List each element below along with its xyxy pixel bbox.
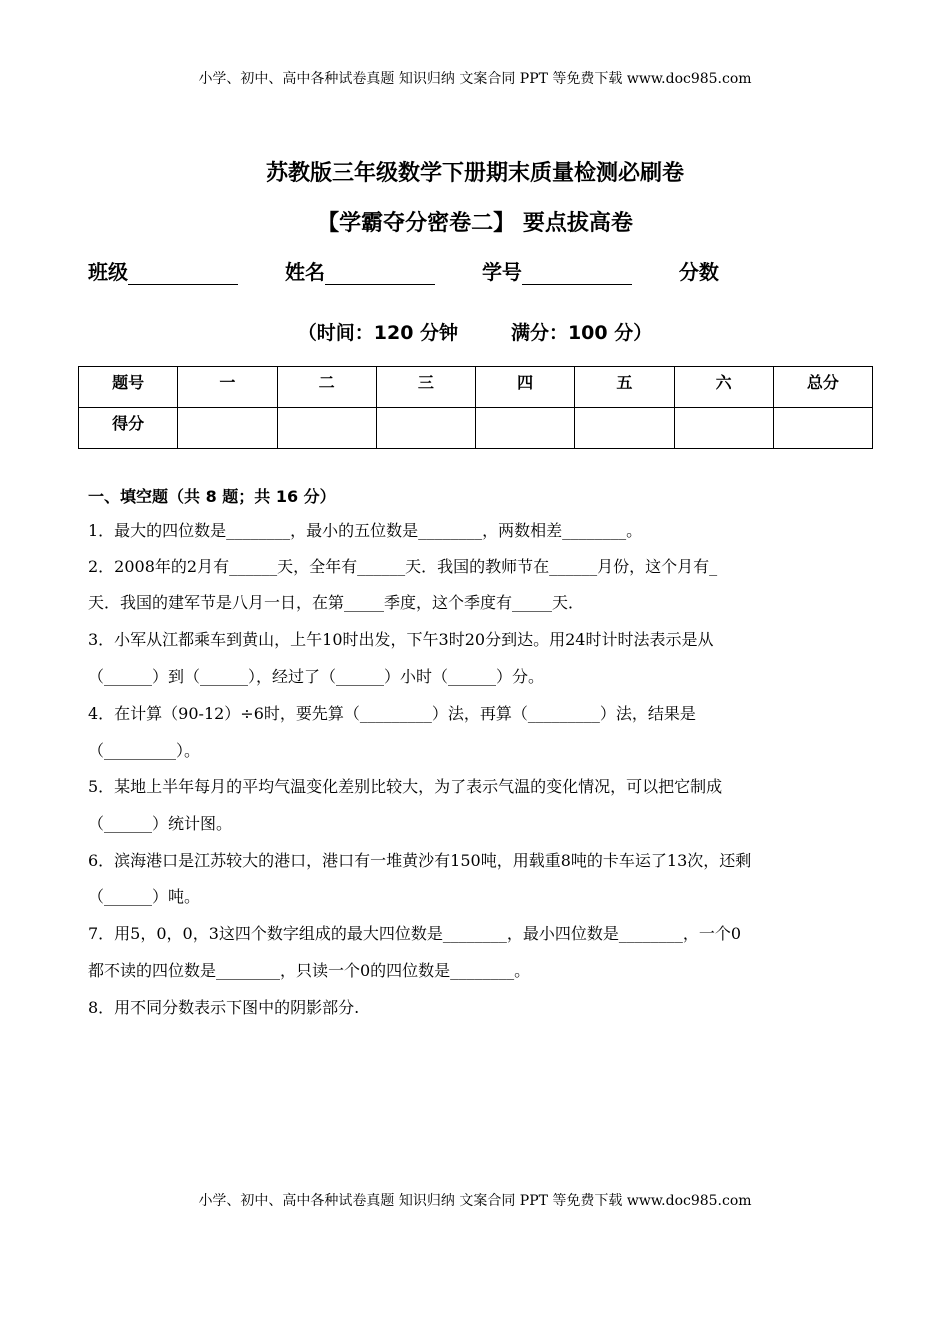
score-cell[interactable] — [476, 408, 575, 449]
question-line: （_________）。 — [88, 741, 201, 760]
score-row-label: 得分 — [79, 408, 178, 449]
question-line: 2．2008年的2月有______天，全年有______天．我国的教师节在______月份，这个月有_ — [88, 557, 718, 576]
score-table-header-cell: 五 — [575, 367, 674, 408]
score-table — [78, 366, 873, 449]
name-label: 姓名 — [284, 260, 325, 284]
score-table-header-cell: 三 — [376, 367, 475, 408]
exam-subtitle: 【学霸夺分密卷二】 要点拔高卷 — [317, 211, 633, 236]
question-line: （______）统计图。 — [88, 814, 233, 833]
question-line: 4．在计算（90-12）÷6时，要先算（_________）法，再算（_________）法，结果是 — [88, 704, 696, 723]
score-label: 分数 — [678, 260, 719, 284]
score-table-header-cell: 题号 — [79, 367, 178, 408]
id-label: 学号 — [481, 260, 522, 284]
page-header: 小学、初中、高中各种试卷真题 知识归纳 文案合同 PPT 等免费下载 www.doc985.com — [198, 71, 752, 87]
question-line: （______）吨。 — [88, 887, 201, 906]
score-table-header-row — [79, 367, 873, 408]
section-title-fill-in: 一、填空题（共 8 题；共 16 分） — [88, 487, 336, 506]
score-table-header-cell: 六 — [674, 367, 773, 408]
score-table-header-cell: 四 — [476, 367, 575, 408]
student-info-row — [88, 256, 888, 285]
score-field — [679, 256, 719, 285]
question-line: 7．用5，0，0，3这四个数字组成的最大四位数是________，最小四位数是________，一个0 — [88, 924, 742, 943]
page-footer: 小学、初中、高中各种试卷真题 知识归纳 文案合同 PPT 等免费下载 www.doc985.com — [198, 1193, 752, 1209]
time-and-score-line: （时间：120 分钟 满分：100 分） — [297, 322, 653, 344]
score-cell[interactable] — [178, 408, 277, 449]
score-cell[interactable] — [277, 408, 376, 449]
question-line: 3．小军从江都乘车到黄山，上午10时出发，下午3时20分到达。用24时计时法表示是从 — [88, 630, 714, 649]
id-field — [482, 256, 632, 285]
score-cell[interactable] — [376, 408, 475, 449]
score-cell[interactable] — [773, 408, 872, 449]
class-label: 班级 — [88, 260, 128, 284]
question-line: 1．最大的四位数是________，最小的五位数是________，两数相差________。 — [88, 521, 643, 540]
question-line: 8．用不同分数表示下图中的阴影部分. — [88, 998, 360, 1017]
score-cell[interactable] — [674, 408, 773, 449]
class-field — [88, 256, 238, 285]
name-field — [285, 256, 435, 285]
question-line: 5．某地上半年每月的平均气温变化差别比较大，为了表示气温的变化情况，可以把它制成 — [88, 777, 723, 796]
id-blank[interactable] — [522, 264, 632, 285]
score-table-header-cell: 一 — [178, 367, 277, 408]
score-table-header-cell: 总分 — [773, 367, 872, 408]
score-table-header-cell: 二 — [277, 367, 376, 408]
question-line: （______）到（______），经过了（______）小时（______）分。 — [88, 667, 545, 686]
class-blank[interactable] — [128, 264, 238, 285]
question-line: 都不读的四位数是________，只读一个0的四位数是________。 — [88, 961, 531, 980]
question-line: 6．滨海港口是江苏较大的港口，港口有一堆黄沙有150吨，用载重8吨的卡车运了13次，还剩 — [88, 851, 752, 870]
exam-title: 苏教版三年级数学下册期末质量检测必刷卷 — [265, 161, 684, 186]
name-blank[interactable] — [325, 264, 435, 285]
score-table-score-row — [79, 408, 873, 449]
score-cell[interactable] — [575, 408, 674, 449]
question-line: 天．我国的建军节是八月一日，在第_____季度，这个季度有_____天． — [88, 593, 585, 612]
